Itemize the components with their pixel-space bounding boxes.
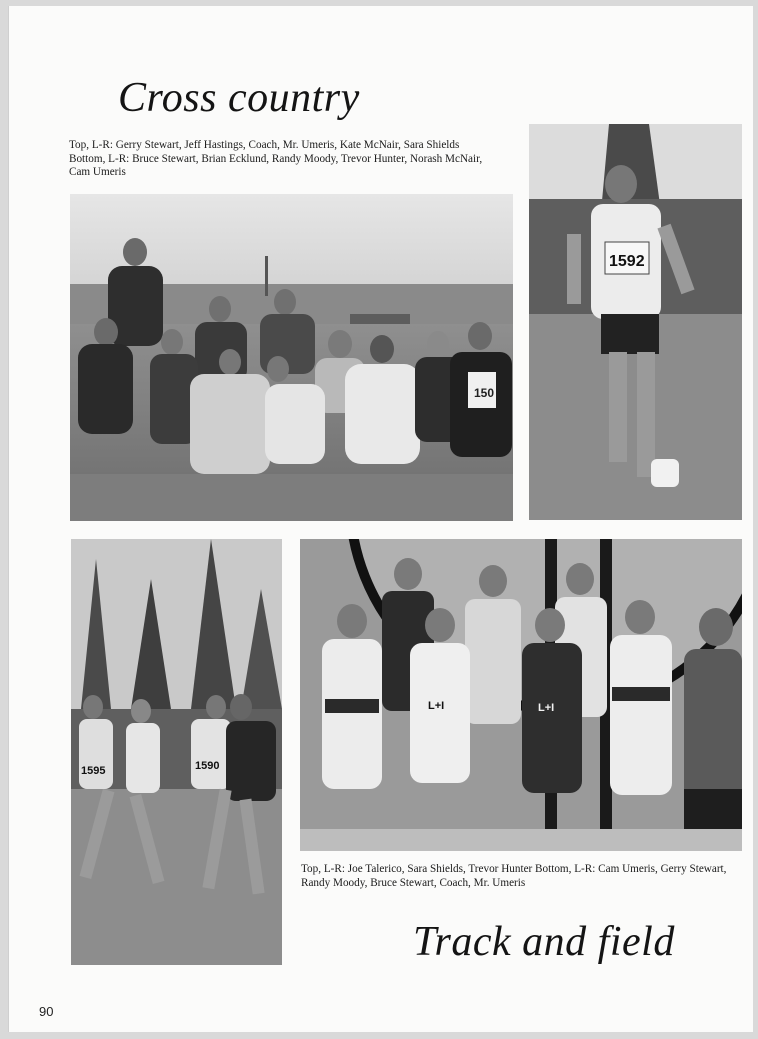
runner-photo (529, 124, 742, 520)
cross-country-caption-line3: Cam Umeris (69, 166, 126, 178)
cross-country-caption-line1: Top, L-R: Gerry Stewart, Jeff Hastings, Coach, Mr. Umeris, Kate McNair, Sara Shields (69, 139, 460, 151)
jersey-logo-2: L+I (538, 702, 555, 714)
race-start-photo (71, 539, 282, 965)
page-number: 90 (39, 1004, 54, 1019)
runner-bib-number: 1592 (609, 253, 645, 270)
race-bib-1595: 1595 (81, 765, 106, 777)
jersey-logo-1: L+I (428, 700, 445, 712)
cross-country-team-photo (70, 194, 513, 521)
race-bib-1590: 1590 (195, 760, 220, 772)
cross-country-title: Cross country (118, 75, 360, 121)
team-photo-bib: 150 (474, 386, 495, 400)
yearbook-page (8, 6, 753, 1032)
track-team-photo (300, 539, 742, 851)
cross-country-caption-line2: Bottom, L-R: Bruce Stewart, Brian Ecklund, Randy Moody, Trevor Hunter, Norash McNair, (69, 152, 483, 165)
cross-country-caption (69, 139, 519, 180)
track-field-title: Track and field (413, 919, 675, 965)
track-field-caption: Top, L-R: Joe Talerico, Sara Shields, Trevor Hunter Bottom, L-R: Cam Umeris, Gerry Stewart, Randy Moody, Bruce Stewart, Coach, Mr. Umeris (301, 863, 727, 889)
